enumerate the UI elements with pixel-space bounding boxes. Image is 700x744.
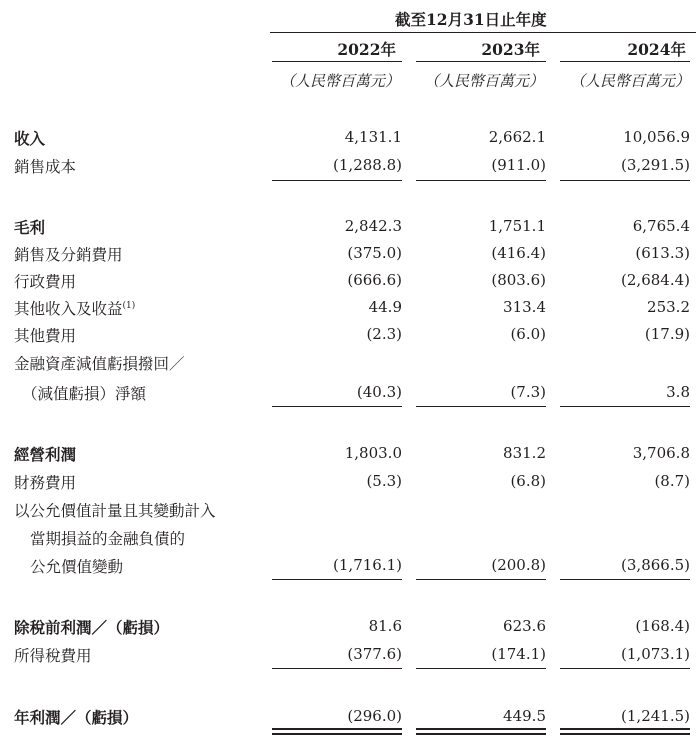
other-income-2023: 313.4: [503, 298, 546, 316]
total-double-rule-bottom-2024: [560, 733, 690, 735]
year-header-2024: 2024年: [627, 40, 686, 59]
row-label-selling-expenses: 銷售及分銷費用: [14, 246, 123, 264]
revenue-2024: 10,056.9: [623, 128, 690, 146]
period-underline: [270, 32, 696, 33]
selling-expenses-2022: (375.0): [347, 244, 402, 262]
profit-before-tax-2024: (168.4): [635, 617, 690, 635]
fair-value-change-2022: (1,716.1): [333, 556, 402, 574]
year-header-2022: 2022年: [337, 40, 396, 59]
admin-expenses-2022: (666.6): [347, 271, 402, 289]
operating-profit-2023: 831.2: [503, 444, 546, 462]
row-label-fair-value-line3: 公允價值變動: [30, 558, 124, 576]
cost-of-sales-2023: (911.0): [491, 156, 546, 174]
cost-of-sales-2024: (3,291.5): [621, 156, 690, 174]
other-income-2024: 253.2: [647, 298, 690, 316]
subtotal-rule-2-2023: [416, 406, 546, 407]
other-expenses-2024: (17.9): [644, 325, 690, 343]
gross-profit-2024: 6,765.4: [632, 217, 690, 235]
total-double-rule-top-2024: [560, 728, 690, 730]
gross-profit-2022: 2,842.3: [344, 217, 402, 235]
subtotal-rule-2-2022: [272, 406, 402, 407]
subtotal-rule-4-2022: [272, 668, 402, 669]
year-header-2023: 2023年: [481, 40, 540, 59]
subtotal-rule-4-2023: [416, 668, 546, 669]
profit-for-year-2023: 449.5: [503, 707, 546, 725]
income-tax-2022: (377.6): [347, 645, 402, 663]
footnote-marker: (1): [122, 301, 136, 311]
row-label-profit-before-tax: 除稅前利潤／（虧損）: [14, 618, 170, 637]
subtotal-rule-3-2023: [416, 579, 546, 580]
subtotal-rule-3-2022: [272, 579, 402, 580]
year-underline-2024: [560, 61, 690, 62]
row-label-profit-for-year: 年利潤／（虧損）: [14, 708, 139, 727]
selling-expenses-2024: (613.3): [635, 244, 690, 262]
admin-expenses-2024: (2,684.4): [621, 271, 690, 289]
subtotal-rule-1-2022: [272, 180, 402, 181]
other-income-label-text: 其他收入及收益: [14, 300, 123, 318]
subtotal-rule-1-2024: [560, 180, 690, 181]
row-label-fair-value-line2: 當期損益的金融負債的: [30, 530, 186, 548]
profit-for-year-2022: (296.0): [347, 707, 402, 725]
year-underline-2022: [272, 61, 402, 62]
total-double-rule-bottom-2023: [416, 733, 546, 735]
finance-costs-2022: (5.3): [366, 472, 402, 490]
total-double-rule-top-2022: [272, 728, 402, 730]
impairment-2022: (40.3): [356, 383, 402, 401]
other-expenses-2023: (6.0): [510, 325, 546, 343]
total-double-rule-bottom-2022: [272, 733, 402, 735]
impairment-2023: (7.3): [510, 383, 546, 401]
other-income-2022: 44.9: [368, 298, 402, 316]
unit-label-2024: （人民幣百萬元）: [569, 72, 690, 90]
cost-of-sales-2022: (1,288.8): [333, 156, 402, 174]
admin-expenses-2023: (803.6): [491, 271, 546, 289]
income-tax-2024: (1,073.1): [621, 645, 690, 663]
subtotal-rule-1-2023: [416, 180, 546, 181]
subtotal-rule-4-2024: [560, 668, 690, 669]
row-label-impairment-line1: 金融資產減值虧損撥回／: [14, 355, 185, 373]
income-tax-2023: (174.1): [491, 645, 546, 663]
total-double-rule-top-2023: [416, 728, 546, 730]
row-label-fair-value-line1: 以公允價值計量且其變動計入: [14, 502, 216, 520]
unit-label-2023: （人民幣百萬元）: [423, 72, 544, 90]
fair-value-change-2024: (3,866.5): [621, 556, 690, 574]
row-label-other-income: [14, 297, 135, 319]
profit-before-tax-2022: 81.6: [368, 617, 402, 635]
fair-value-change-2023: (200.8): [491, 556, 546, 574]
row-label-finance-costs: 財務費用: [14, 474, 77, 492]
operating-profit-2024: 3,706.8: [632, 444, 690, 462]
subtotal-rule-2-2024: [560, 406, 690, 407]
revenue-2023: 2,662.1: [488, 128, 546, 146]
row-label-revenue: 收入: [14, 129, 46, 148]
row-label-impairment-line2: （減值虧損）淨額: [22, 385, 147, 403]
profit-before-tax-2023: 623.6: [503, 617, 546, 635]
unit-label-2022: （人民幣百萬元）: [279, 72, 400, 90]
row-label-other-expenses: 其他費用: [14, 327, 77, 345]
subtotal-rule-3-2024: [560, 579, 690, 580]
revenue-2022: 4,131.1: [344, 128, 402, 146]
selling-expenses-2023: (416.4): [491, 244, 546, 262]
period-header: 截至12月31日止年度: [395, 10, 547, 29]
operating-profit-2022: 1,803.0: [344, 444, 402, 462]
year-underline-2023: [416, 61, 546, 62]
impairment-2024: 3.8: [666, 383, 690, 401]
profit-for-year-2024: (1,241.5): [621, 707, 690, 725]
other-expenses-2022: (2.3): [366, 325, 402, 343]
row-label-operating-profit: 經營利潤: [14, 445, 77, 464]
finance-costs-2024: (8.7): [654, 472, 690, 490]
gross-profit-2023: 1,751.1: [488, 217, 546, 235]
finance-costs-2023: (6.8): [510, 472, 546, 490]
row-label-cost-of-sales: 銷售成本: [14, 158, 77, 176]
row-label-income-tax: 所得稅費用: [14, 647, 92, 665]
row-label-gross-profit: 毛利: [14, 218, 46, 237]
row-label-admin-expenses: 行政費用: [14, 273, 77, 291]
